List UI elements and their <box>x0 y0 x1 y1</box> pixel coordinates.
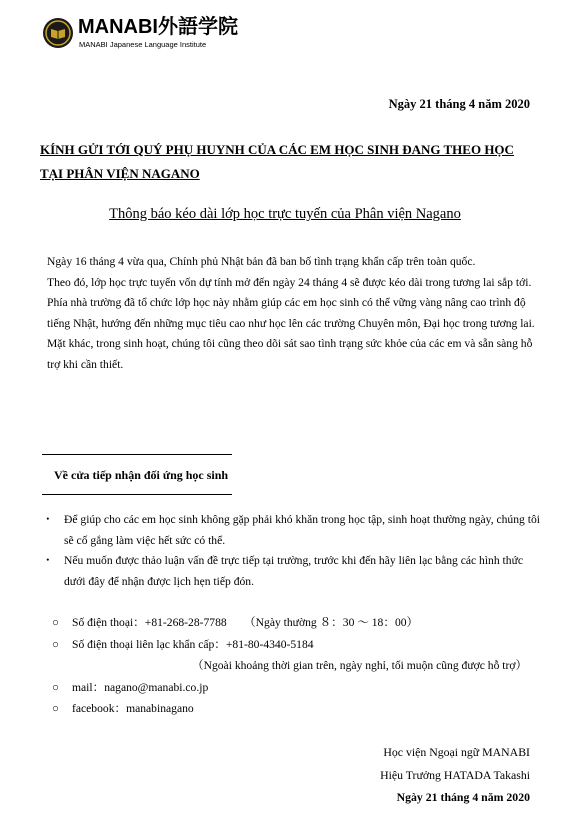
contact-phone-text: Số điện thoại：+81-268-28-7788 （Ngày thường ８：30 ～ 18：00） <box>72 616 419 629</box>
bullet-mark: ・ <box>42 554 54 567</box>
signature-org: Học viện Ngoại ngữ MANABI <box>383 745 530 759</box>
signature-principal: Hiệu Trưởng HATADA Takashi <box>380 767 530 782</box>
body-paragraph-3: Phía nhà trường đã tổ chức lớp học này nhằm giúp các em học sinh có thể vững vàng nâng cao trình độ tiếng Nhật, hướng đến những mục tiêu cao như học lên các trường Chuyên môn, Đại học trong tương lai. <box>47 296 535 330</box>
contact-mail <box>52 677 542 699</box>
list-item <box>42 510 542 551</box>
circle-bullet-icon: ○ <box>52 680 60 694</box>
bullet-text: Nếu muốn được thảo luận vấn đề trực tiếp tại trường, trước khi đến hãy liên lạc bằng các hình thức dưới đây để nhận được lịch hẹn tiếp đón. <box>64 554 523 588</box>
contact-emergency <box>52 634 542 656</box>
signature <box>380 741 530 809</box>
contact-list <box>52 612 542 720</box>
section-rule-top <box>42 454 232 455</box>
contact-facebook-text[interactable]: facebook：manabinagano <box>72 702 194 715</box>
logo <box>42 15 302 51</box>
circle-bullet-icon: ○ <box>52 637 60 651</box>
signature-date: Ngày 21 tháng 4 năm 2020 <box>396 790 530 804</box>
logo-title: MANABI外語学院 <box>78 16 238 38</box>
body-paragraph-1: Ngày 16 tháng 4 vừa qua, Chính phủ Nhật bản đã ban bố tình trạng khẩn cấp trên toàn quốc. <box>47 255 476 268</box>
logo-subtitle: MANABI Japanese Language Institute <box>79 40 207 49</box>
date-top: Ngày 21 tháng 4 năm 2020 <box>388 97 530 111</box>
contact-mail-text[interactable]: mail：nagano@manabi.co.jp <box>72 680 209 694</box>
contact-emergency-text: Số điện thoại liên lạc khẩn cấp：+81-80-4340-5184 <box>72 637 314 651</box>
circle-bullet-icon: ○ <box>52 616 60 629</box>
salutation <box>40 138 540 186</box>
salutation-line-2: TẠI PHÂN VIỆN NAGANO <box>40 166 200 181</box>
bullet-text: Để giúp cho các em học sinh không gặp phải khó khăn trong học tập, sinh hoạt thường ngày, chúng tôi sẽ cố gắng làm việc hết sức có thể. <box>64 513 540 547</box>
body-paragraph-4: Mặt khác, trong sinh hoạt, chúng tôi cũng theo dõi sát sao tình trạng sức khỏe của các em và sẵn sàng hỗ trợ khi cần thiết. <box>47 337 533 371</box>
subject-title: Thông báo kéo dài lớp học trực tuyến của Phân viện Nagano <box>109 206 461 222</box>
logo-emblem-icon <box>42 17 74 49</box>
contact-note: （Ngoài khoảng thời gian trên, ngày nghỉ, tối muộn cũng được hỗ trợ） <box>192 659 528 672</box>
contact-phone <box>52 612 542 634</box>
circle-bullet-icon: ○ <box>52 702 60 715</box>
section-rule-bottom <box>42 494 232 495</box>
list-item <box>42 551 542 592</box>
salutation-line-1: KÍNH GỬI TỚI QUÝ PHỤ HUYNH CỦA CÁC EM HỌC SINH ĐANG THEO HỌC <box>40 142 514 157</box>
contact-facebook <box>52 698 542 720</box>
body-text <box>47 252 537 375</box>
section-title: Về cửa tiếp nhận đối ứng học sinh <box>54 468 229 482</box>
body-paragraph-2: Theo đó, lớp học trực tuyến vốn dự tính mở đến ngày 24 tháng 4 sẽ được kéo dài trong tương lai sắp tới. <box>47 275 532 289</box>
bullet-mark: ・ <box>42 513 54 526</box>
bullet-list <box>42 510 542 592</box>
